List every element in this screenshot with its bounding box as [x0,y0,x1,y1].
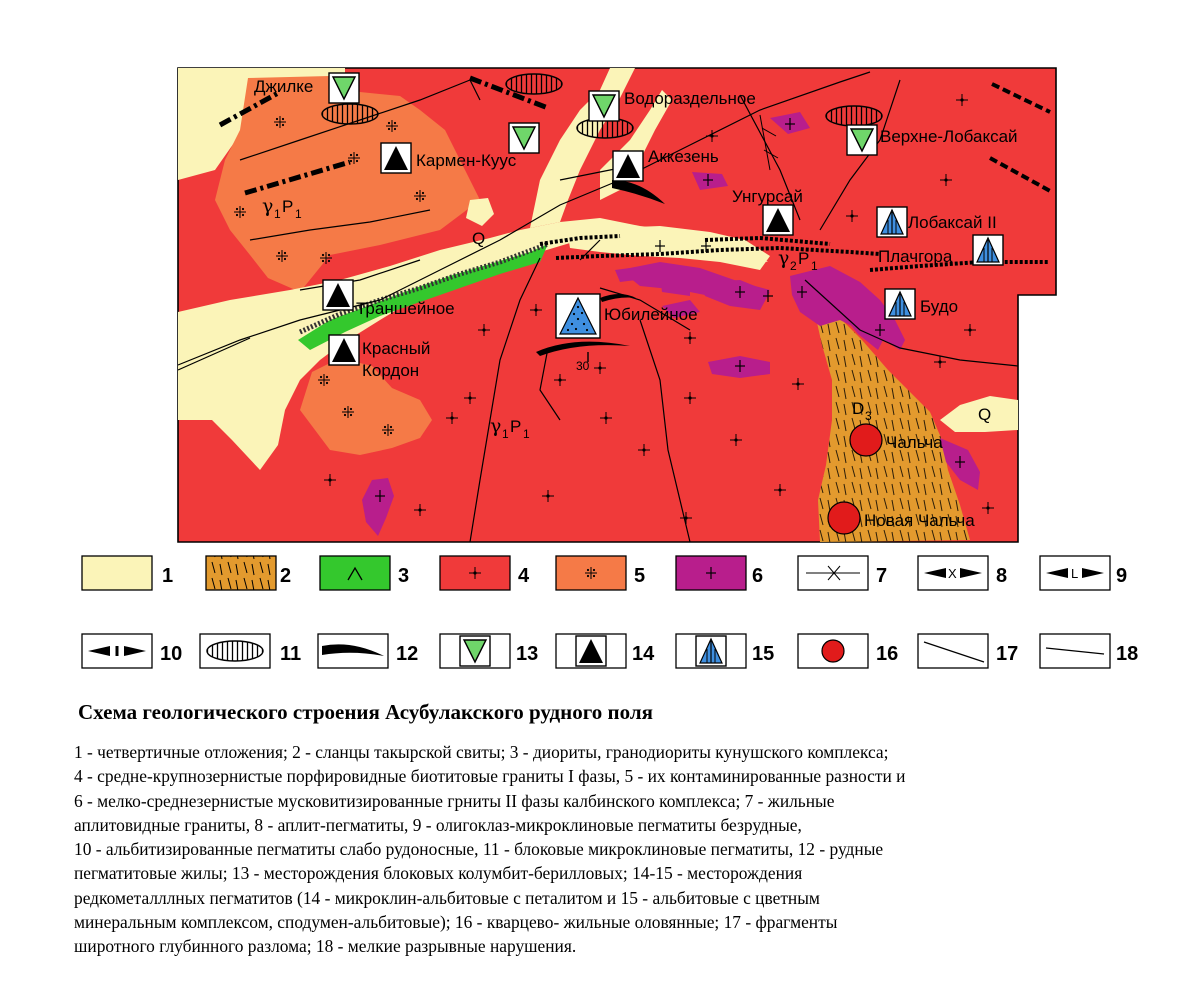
legend-num-14: 14 [632,643,655,665]
label-verkhne-lobaksai: Верхне-Лобаксай [880,127,1018,146]
caption-line: редкометалллных пегматитов (14 - микроклин-альбитовые с петалитом и 15 - альбитовые с цветным [74,887,820,908]
deposit-karmen-kuus-icon [381,143,411,173]
legend-num-9: 9 [1116,565,1128,587]
label-dip: 30 [576,359,590,373]
legend [82,556,1138,668]
svg-text:L: L [1071,566,1079,581]
deposit-novaya-chalcha-icon [828,502,860,534]
legend-swatch-3 [320,556,390,590]
label-krasny: Красный [362,339,431,358]
deposit-dzhilke-icon [329,73,359,103]
caption-line: 1 - четвертичные отложения; 2 - сланцы такырской свиты; 3 - диориты, гранодиориты кунушского комплекса; [74,742,889,762]
legend-num-7: 7 [876,565,888,587]
legend-num-3: 3 [398,565,410,587]
deposit-budo-icon [885,289,915,319]
legend-num-16: 16 [876,643,899,665]
svg-text:X: X [948,566,957,581]
block-pegmatite-4 [826,106,882,126]
deposit-verkhne-lobaksai-icon [847,125,877,155]
caption-line: пегматитовые жилы; 13 - месторождения блоковых колумбит-берилловых; 14-15 - месторождения [74,863,803,884]
deposit-yubileinoe-icon [556,294,600,338]
svg-text:D: D [852,399,865,418]
label-q-east: Q [978,405,992,424]
legend-num-15: 15 [752,643,775,665]
label-akkezen: Аккезень [648,147,719,166]
legend-num-17: 17 [996,643,1019,665]
legend-num-12: 12 [396,643,419,665]
svg-text:γ: γ [262,195,274,217]
label-q-main: Q [472,229,486,248]
label-plachgora: Плачгора [878,247,953,266]
label-vodorazdelnoe: Водораздельное [624,89,756,108]
caption-line: минеральным комплексом, сподумен-альбитовые); 16 - кварцево- жильные оловянные; 17 - фрагменты [74,912,838,933]
svg-text:P: P [510,417,522,436]
label-chalcha: Чальча [886,433,943,452]
caption-line: широтного глубинного разлома; 18 - мелкие разрывные нарушения. [74,936,577,957]
label-novaya-chalcha: Новая Чальча [864,511,975,530]
svg-text:1: 1 [523,427,530,441]
svg-text:P: P [798,249,810,268]
label-dzhilke: Джилке [254,77,314,96]
block-pegmatite-2 [322,104,378,124]
caption-line: аплитовидные граниты, 8 - аплит-пегматиты, 9 - олигоклаз-микроклиновые пегматиты безрудные, [74,814,802,835]
svg-text:γ: γ [490,415,502,437]
legend-swatch-2-hatch [206,556,276,590]
legend-num-8: 8 [996,565,1008,587]
svg-text:1: 1 [811,259,818,273]
caption-line: 4 - средне-крупнозернистые порфировидные биотитовые граниты I фазы, 5 - их контаминированные разности и [74,766,906,787]
svg-text:3: 3 [865,409,872,423]
svg-text:1: 1 [502,427,509,441]
label-karmen-kuus: Кармен-Куус [416,151,517,170]
deposit-vodorazdelnoe-icon [589,91,619,121]
deposit-transheinoe-icon [323,280,353,310]
label-kordon: Кордон [362,361,420,380]
deposit-lobaksai2-icon [877,207,907,237]
deposit-akkezen-icon [613,151,643,181]
svg-text:1: 1 [274,207,281,221]
svg-text:1: 1 [295,207,302,221]
label-lobaksai-2: Лобаксай II [908,213,997,232]
legend-num-11: 11 [280,643,302,665]
label-budo: Будо [920,297,959,316]
label-yubileinoe: Юбилейное [604,305,698,324]
deposit-talda-sai-icon [509,123,539,153]
deposit-plachgora-icon [973,235,1003,265]
map-caption [74,740,1184,959]
svg-text:P: P [282,197,294,216]
deposit-krasny-kordon-icon [329,335,359,365]
deposit-ungursai-icon [763,205,793,235]
block-pegmatite-1 [506,74,562,94]
legend-num-5: 5 [634,565,646,587]
svg-text:γ: γ [778,247,790,269]
legend-num-10: 10 [160,643,183,665]
legend-num-18: 18 [1116,643,1139,665]
legend-num-4: 4 [518,565,530,587]
legend-swatch-1 [82,556,152,590]
legend-num-6: 6 [752,565,764,587]
caption-line: 10 - альбитизированные пегматиты слабо рудоносные, 11 - блоковые микроклиновые пегматиты, 12 - рудные [74,839,884,860]
legend-num-13: 13 [516,643,539,665]
legend-num-1: 1 [162,565,174,587]
deposit-chalcha-icon [850,424,882,456]
svg-text:2: 2 [790,259,797,273]
legend-swatch-17 [918,634,988,668]
legend-num-2: 2 [280,565,292,587]
label-ungursai: Унгурсай [732,187,803,206]
label-transheinoe: Траншейное [356,299,455,318]
caption-line: 6 - мелко-среднезернистые мусковитизированные грниты II фазы калбинского комплекса; 7 - жильные [74,790,835,811]
map-title: Схема геологического строения Асубулакского рудного поля [78,700,654,724]
